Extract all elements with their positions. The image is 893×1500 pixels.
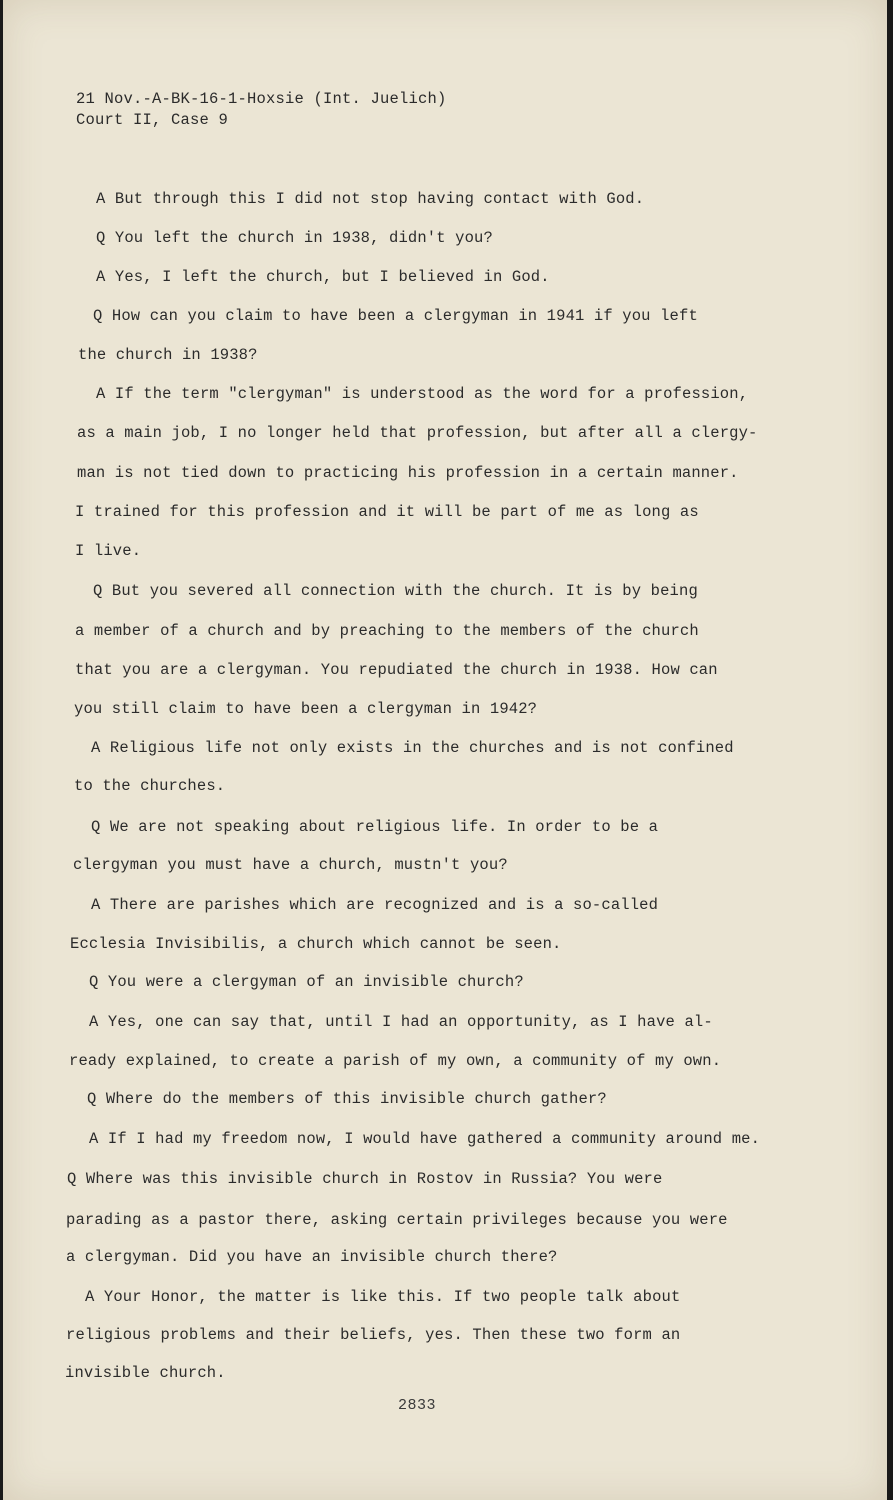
transcript-line: religious problems and their beliefs, yes. Then these two form an [66, 1326, 681, 1344]
transcript-line: A If I had my freedom now, I would have gathered a community around me. [89, 1130, 761, 1148]
transcript-line: Ecclesia Invisibilis, a church which cannot be seen. [70, 935, 562, 953]
transcript-line: parading as a pastor there, asking certain privileges because you were [66, 1211, 728, 1229]
transcript-line: A Religious life not only exists in the churches and is not confined [91, 739, 734, 757]
document-header-court: Court II, Case 9 [76, 111, 229, 129]
transcript-line: as a main job, I no longer held that profession, but after all a clergy- [77, 424, 758, 442]
transcript-line: Q You were a clergyman of an invisible church? [89, 973, 524, 991]
transcript-line: A Yes, I left the church, but I believed in God. [96, 268, 550, 286]
transcript-line: to the churches. [74, 777, 226, 795]
transcript-line: man is not tied down to practicing his profession in a certain manner. [77, 464, 739, 482]
transcript-line: Q Where do the members of this invisible church gather? [87, 1090, 607, 1108]
transcript-line: Q You left the church in 1938, didn't you? [96, 229, 493, 247]
transcript-line: clergyman you must have a church, mustn't you? [73, 856, 508, 874]
transcript-line: you still claim to have been a clergyman in 1942? [74, 700, 538, 718]
document-page [3, 0, 887, 1500]
transcript-line: A But through this I did not stop having contact with God. [96, 190, 645, 208]
transcript-line: Q How can you claim to have been a clergyman in 1941 if you left [93, 307, 698, 325]
transcript-line: ready explained, to create a parish of my own, a community of my own. [69, 1052, 722, 1070]
transcript-line: Q But you severed all connection with the church. It is by being [93, 582, 698, 600]
transcript-line: invisible church. [65, 1364, 226, 1382]
transcript-line: a clergyman. Did you have an invisible church there? [66, 1248, 558, 1266]
transcript-line: the church in 1938? [78, 346, 258, 364]
page-number: 2833 [398, 1397, 437, 1414]
document-header-reference: 21 Nov.-A-BK-16-1-Hoxsie (Int. Juelich) [76, 90, 447, 108]
transcript-line: A Your Honor, the matter is like this. If two people talk about [85, 1288, 681, 1306]
transcript-line: I trained for this profession and it will be part of me as long as [75, 503, 699, 521]
transcript-line: Q We are not speaking about religious life. In order to be a [91, 818, 659, 836]
transcript-line: that you are a clergyman. You repudiated the church in 1938. How can [75, 661, 718, 679]
transcript-line: I live. [75, 542, 142, 560]
transcript-line: A There are parishes which are recognized and is a so-called [91, 896, 659, 914]
transcript-line: A Yes, one can say that, until I had an opportunity, as I have al- [89, 1013, 713, 1031]
transcript-line: a member of a church and by preaching to the members of the church [75, 622, 699, 640]
transcript-line: Q Where was this invisible church in Rostov in Russia? You were [67, 1170, 663, 1188]
transcript-line: A If the term "clergyman" is understood as the word for a profession, [96, 385, 749, 403]
